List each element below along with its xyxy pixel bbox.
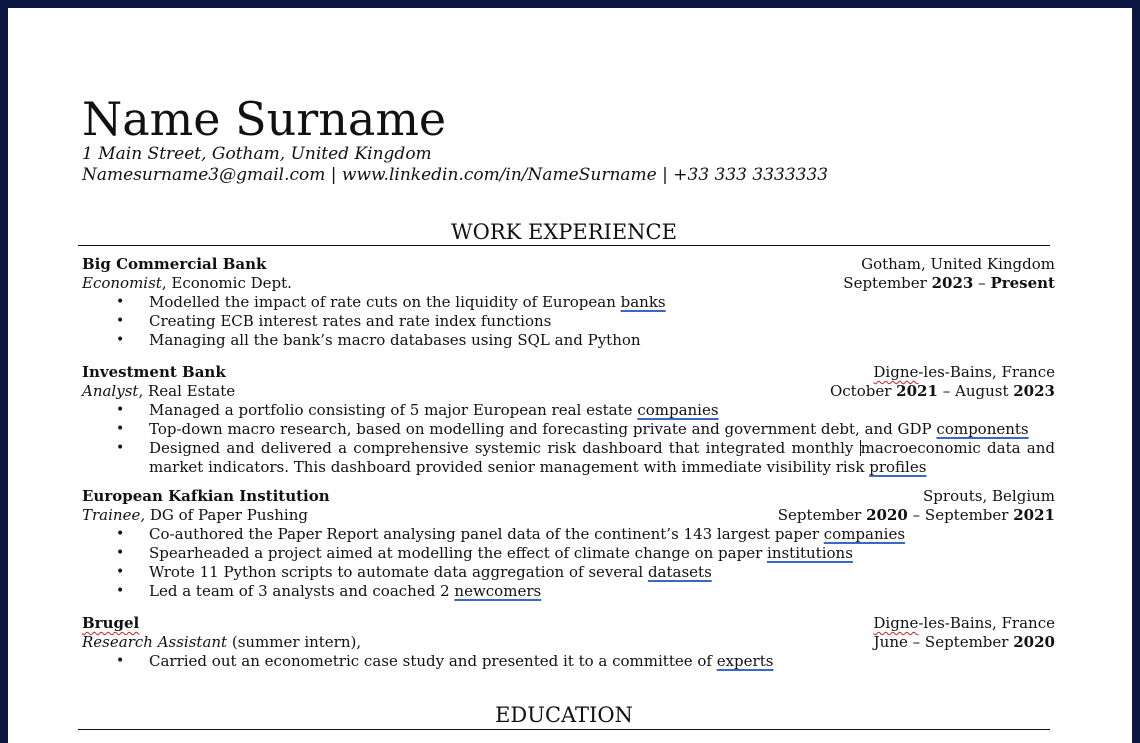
bullet-list: [82, 525, 1055, 601]
employer-name: Brugel: [82, 614, 140, 632]
job-entry: [82, 363, 1055, 477]
contact-line: [82, 165, 828, 186]
grammar-flag: companies: [637, 401, 719, 419]
list-item: • Spearheaded a project aimed at modelling the effect of climate change on paper institutions: [82, 544, 1055, 563]
list-item: • Modelled the impact of rate cuts on the liquidity of European banks: [82, 293, 1055, 312]
job-dates: [830, 382, 1055, 401]
employer-name: Big Commercial Bank: [82, 255, 267, 273]
list-item: • Managing all the bank’s macro databases using SQL and Python: [82, 331, 1055, 350]
grammar-flag: profiles: [869, 458, 927, 476]
list-item: • Managed a portfolio consisting of 5 major European real estate companies: [82, 401, 1055, 420]
role-title: Research Assistant: [82, 633, 228, 651]
grammar-flag: experts: [716, 652, 774, 670]
job-entry: [82, 487, 1055, 601]
job-role: [82, 506, 308, 525]
date-month: June: [873, 633, 908, 651]
date-month: September: [843, 274, 927, 292]
address-line: 1 Main Street, Gotham, United Kingdom: [82, 144, 432, 164]
role-detail: DG of Paper Pushing: [145, 506, 308, 524]
job-dates: [874, 633, 1055, 652]
grammar-flag: datasets: [647, 563, 712, 581]
date-month: August: [954, 382, 1009, 400]
date-month: September: [777, 506, 862, 524]
employer-name: European Kafkian Institution: [82, 487, 330, 505]
job-location: Sprouts, Belgium: [923, 487, 1055, 505]
section-rule: [78, 245, 1050, 246]
grammar-flag: banks: [620, 293, 666, 311]
grammar-flag: companies: [823, 525, 906, 543]
section-title-work: WORK EXPERIENCE: [451, 220, 677, 244]
bullet-list: [82, 652, 1055, 671]
date-year: 2020: [1013, 633, 1055, 651]
phone-number: +33 333 3333333: [673, 165, 829, 185]
role-detail: , Real Estate: [138, 382, 236, 400]
job-dates: [778, 506, 1055, 525]
employer-name: Investment Bank: [82, 363, 226, 381]
job-role: [82, 633, 361, 652]
list-item: • Led a team of 3 analysts and coached 2 newcomers: [82, 582, 1055, 601]
date-year: 2020: [866, 506, 908, 524]
section-rule: [78, 729, 1050, 730]
bullet-list: [82, 293, 1055, 350]
date-month: October: [829, 382, 892, 400]
grammar-flag: institutions: [767, 544, 853, 562]
date-year: 2023: [1013, 382, 1055, 400]
separator: |: [662, 165, 668, 185]
list-item: • Carried out an econometric case study and presented it to a committee of experts: [82, 652, 1055, 671]
list-item: • Creating ECB interest rates and rate index functions: [82, 312, 1055, 331]
date-separator: –: [912, 506, 921, 524]
role-title: Analyst: [82, 382, 139, 400]
list-item: • Wrote 11 Python scripts to automate data aggregation of several datasets: [82, 563, 1055, 582]
job-entry: [82, 614, 1055, 671]
date-year: 2023: [931, 274, 974, 292]
job-location: Gotham, United Kingdom: [861, 255, 1055, 273]
job-role: [82, 274, 292, 293]
job-entry: [82, 255, 1055, 350]
date-month: September: [924, 506, 1009, 524]
list-item: • Designed and delivered a comprehensive systemic risk dashboard that integrated monthly macroeconomic data and market indicators. This dashboard provided senior management with immediate visibility risk profiles: [82, 439, 1055, 477]
role-detail: (summer intern),: [227, 633, 362, 651]
list-item: • Top-down macro research, based on modelling and forecasting private and government debt, and GDP components: [82, 420, 1055, 439]
date-month: September: [924, 633, 1009, 651]
separator: |: [330, 165, 337, 185]
bullet-list: [82, 401, 1055, 477]
linkedin-link[interactable]: www.linkedin.com/in/NameSurname: [341, 165, 657, 185]
list-item: • Co-authored the Paper Report analysing panel data of the continent’s 143 largest paper companies: [82, 525, 1055, 544]
role-detail: , Economic Dept.: [161, 274, 292, 292]
date-year: Present: [990, 274, 1055, 292]
role-title: Trainee,: [82, 506, 146, 524]
role-title: Economist: [82, 274, 162, 292]
job-role: [82, 382, 235, 401]
email-link[interactable]: Namesurname3@gmail.com: [82, 165, 326, 185]
section-title-education: EDUCATION: [495, 703, 633, 727]
job-location: Digne-les-Bains, France: [873, 363, 1055, 381]
spelling-flag: Digne: [873, 614, 919, 632]
date-year: 2021: [1013, 506, 1055, 524]
date-year: 2021: [896, 382, 938, 400]
grammar-flag: newcomers: [454, 582, 542, 600]
date-separator: –: [978, 274, 986, 292]
date-separator: –: [912, 633, 921, 651]
date-separator: –: [942, 382, 951, 400]
grammar-flag: components: [936, 420, 1029, 438]
job-dates: [843, 274, 1055, 293]
candidate-name: Name Surname: [82, 92, 447, 146]
job-location: Digne-les-Bains, France: [873, 614, 1055, 632]
spelling-flag: Digne: [873, 363, 919, 381]
